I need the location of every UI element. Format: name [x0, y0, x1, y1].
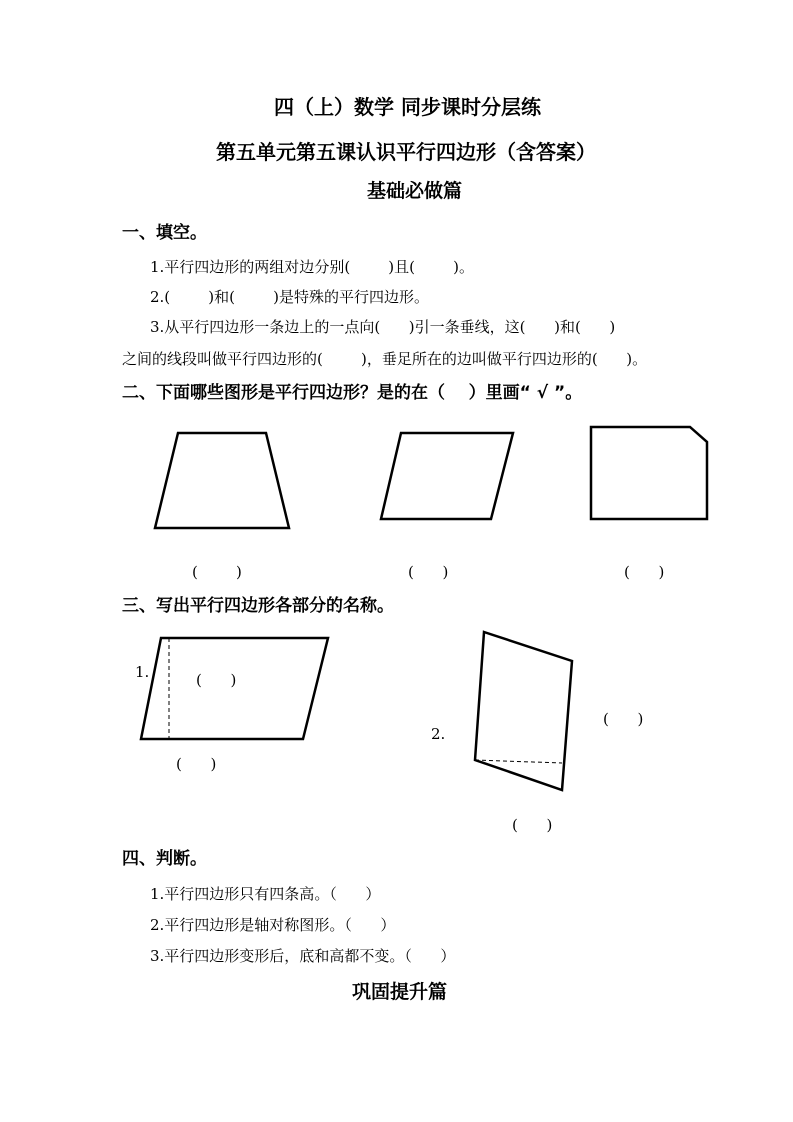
- figure-1-height-blank[interactable]: ( ): [196, 671, 237, 689]
- figure-2-height-blank[interactable]: ( ): [512, 816, 553, 834]
- figure-1-label: 1.: [135, 663, 150, 681]
- answer-blank-cut-rectangle[interactable]: ( ): [624, 563, 665, 581]
- level-heading-basic: 基础必做篇: [367, 180, 463, 202]
- fill-question-3-line-2: 之间的线段叫做平行四边形的( )，垂足所在的边叫做平行四边形的( )。: [122, 350, 648, 368]
- parallelogram-shape: [381, 433, 513, 519]
- section-2-heading: 二、下面哪些图形是平行四边形？是的在（ ）里画“ √ ”。: [122, 383, 583, 403]
- trapezoid-shape: [155, 433, 289, 528]
- answer-blank-trapezoid[interactable]: ( ): [192, 563, 242, 581]
- cut-corner-rectangle-shape: [591, 427, 707, 519]
- judge-question-1: 1.平行四边形只有四条高。（ ）: [150, 885, 381, 903]
- figure-2-side-blank[interactable]: ( ): [603, 710, 644, 728]
- figure-1-base-blank[interactable]: ( ): [176, 755, 217, 773]
- fill-question-3-line-1: 3.从平行四边形一条边上的一点向( )引一条垂线，这( )和( ): [150, 318, 616, 336]
- height-dashed-line-2: [475, 760, 562, 763]
- judge-question-2: 2.平行四边形是轴对称图形。（ ）: [150, 916, 396, 934]
- page-title: 四（上）数学 同步课时分层练: [274, 95, 541, 119]
- fill-question-2: 2.( )和( )是特殊的平行四边形。: [150, 288, 430, 306]
- parallelogram-figure-2: [475, 632, 572, 790]
- judge-question-3: 3.平行四边形变形后，底和高都不变。（ ）: [150, 947, 456, 965]
- section-3-heading: 三、写出平行四边形各部分的名称。: [122, 596, 394, 616]
- level-heading-advanced: 巩固提升篇: [352, 981, 448, 1003]
- answer-blank-parallelogram[interactable]: ( ): [408, 563, 449, 581]
- figure-2-label: 2.: [431, 725, 446, 743]
- fill-question-1: 1.平行四边形的两组对边分别( )且( )。: [150, 258, 475, 276]
- section-4-heading: 四、判断。: [122, 849, 207, 869]
- section-1-heading: 一、填空。: [122, 223, 207, 243]
- page-subtitle: 第五单元第五课认识平行四边形（含答案）: [216, 140, 596, 164]
